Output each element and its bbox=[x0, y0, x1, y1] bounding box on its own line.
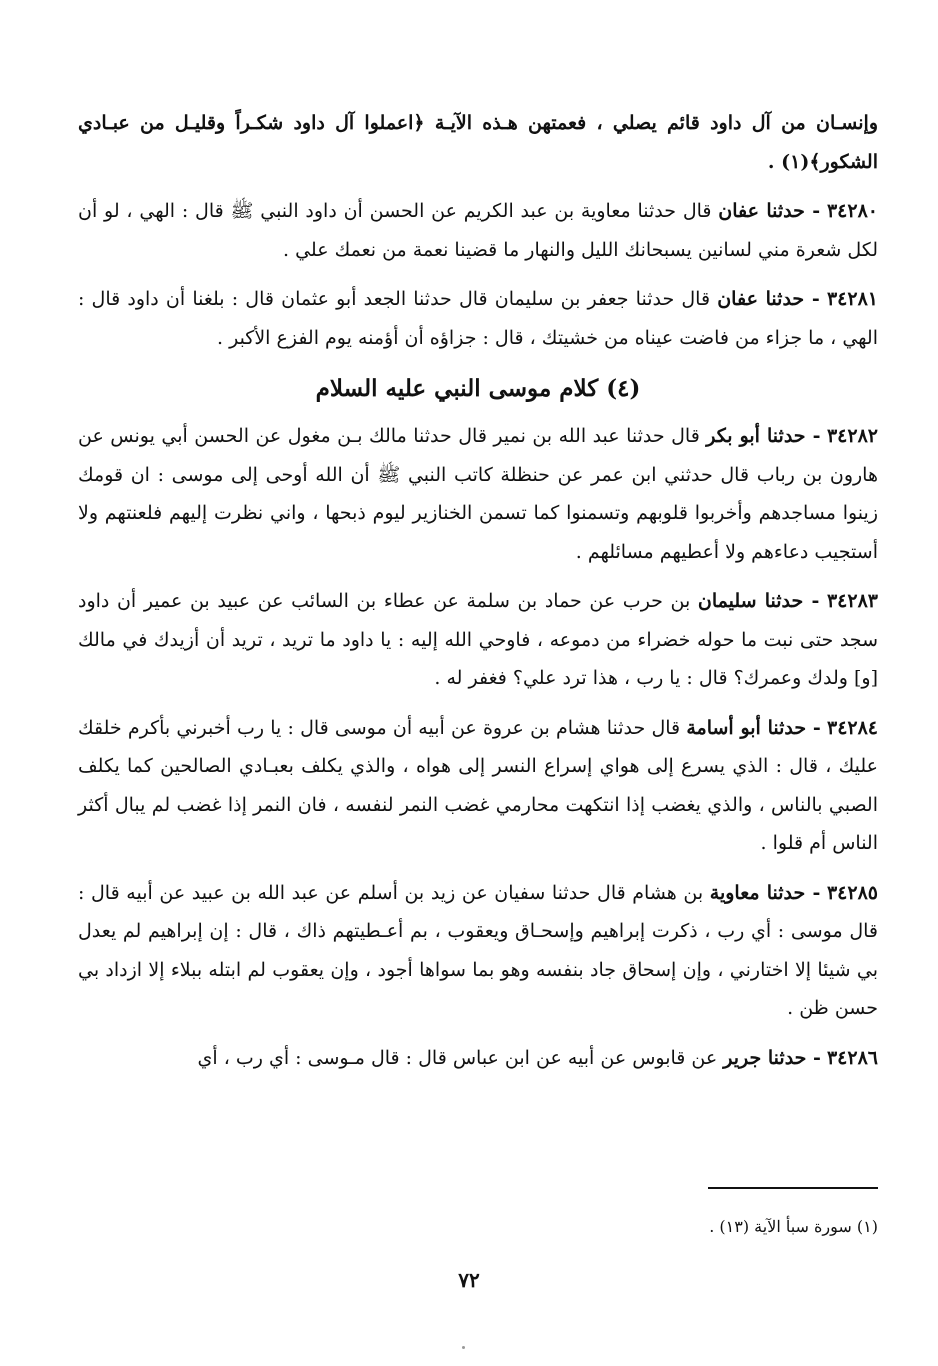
hadith-paragraph bbox=[78, 280, 878, 357]
hadith-paragraph bbox=[78, 582, 878, 698]
hadith-paragraph bbox=[78, 709, 878, 863]
hadith-text: قال حدثنا معاوية بن عبد الكريم عن الحسن أن داود النبي ﷺ قال : الهي ، لو أن لكل شعرة مني لسانين يسبحانك الليل والنهار ما قضينا نعمة من نعمك علي . bbox=[78, 200, 878, 261]
hadith-text: بن حرب عن حماد بن سلمة عن عطاء بن السائب عن عبيد بن عمير أن داود سجد حتى نبت ما حوله خضراء من دموعه ، فاوحي الله إليه : يا داود ما تريد ، تريد أن أزيدك في مالك [و] ولدك وعمرك؟ قال : يا رب ، هذا ترد علي؟ فغفر له . bbox=[78, 590, 878, 689]
hadith-text: قال حدثنا جعفر بن سليمان قال حدثنا الجعد أبو عثمان قال : بلغنا أن داود قال : الهي ، ما جزاء من فاضت عيناه من خشيتك ، قال : جزاؤه أن أؤمنه يوم الفزع الأكبر . bbox=[78, 288, 878, 349]
main-text bbox=[78, 104, 878, 1077]
hadith-number: ٣٤٢٨٢ bbox=[826, 425, 878, 447]
paragraph-continuation bbox=[78, 104, 878, 181]
hadith-text: قال حدثنا هشام بن عروة عن أبيه أن موسى قال : يا رب أخبرني بأكرم خلقك عليك ، قال : الذي يسرع إلى هواي إسراع النسر إلى هواه ، والذي يكلف بعبـادي الصالحين كما يكلف الصبي بالناس ، والذي يغضب إذا انتكهت محارمي غضب النمر لنفسه ، فان النمر إذا غضب لم يبال أكثر الناس أم قلوا . bbox=[78, 716, 878, 854]
hadith-number: ٣٤٢٨٠ bbox=[826, 200, 878, 222]
hadith-text: قال حدثنا عبد الله بن نمير قال حدثنا مالك بـن مغول عن الحسن أبي يونس عن هارون بن رباب قال حدثني ابن عمر عن حنظلة كاتب النبي ﷺ أن الله أوحى إلى موسى : ان قومك زينوا مساجدهم وأخربوا قلوبهم وتسمنوا كما تسمن الخنازير ليوم ذبحها ، واني نظرت إليهم فلعنتهم ولا أستجيب دعاءهم ولا أعطيهم مسائلهم . bbox=[78, 425, 878, 563]
footnote-divider bbox=[708, 1187, 878, 1189]
hadith-lead: - حدثنا عفان bbox=[717, 288, 820, 310]
hadith-text: عن قابوس عن أبيه عن ابن عباس قال : قال مـوسى : أي رب ، أي bbox=[197, 1046, 724, 1069]
hadith-lead: - حدثنا أبو بكر bbox=[706, 425, 821, 447]
hadith-paragraph bbox=[78, 192, 878, 269]
hadith-lead: - حدثنا أبو أسامة bbox=[686, 716, 821, 739]
hadith-paragraph bbox=[78, 874, 878, 1028]
hadith-paragraph bbox=[78, 1039, 878, 1078]
hadith-number: ٣٤٢٨٤ bbox=[826, 716, 879, 739]
hadith-lead: - حدثنا سليمان bbox=[697, 590, 820, 612]
footnote: (١) سورة سبأ الآية (١٣) . bbox=[709, 1217, 878, 1236]
hadith-number: ٣٤٢٨١ bbox=[826, 288, 878, 310]
hadith-lead: - حدثنا معاوية bbox=[709, 881, 821, 904]
hadith-lead: - حدثنا عفان bbox=[718, 200, 821, 222]
hadith-lead: - حدثنا جرير bbox=[723, 1046, 821, 1069]
hadith-text: بن هشام قال حدثنا سفيان عن زيد بن أسلم عن عبد الله بن عبيد عن أبيه قال : قال موسى : أي رب ، ذكرت إبراهيم وإسحـاق ويعقوب ، بم أعـطيتهم ذاك ، قال : إن إبراهيم لم يعدل بي شيئا إلا اختارني ، وإن إسحاق جاد بنفسه وهو بما سواها أجود ، وإن يعقوب لم ابتله ببلاء إلا ازداد بي حسن ظن . bbox=[78, 881, 878, 1019]
hadith-number: ٣٤٢٨٦ bbox=[826, 1046, 878, 1069]
paragraph-text: وإنسـان من آل داود قائم يصلي ، فعمتهن هـذه الآيـة ﴿اعملوا آل داود شكـراً وقليـل من عبـادي الشكور﴾(١) . bbox=[78, 112, 878, 173]
scan-speck bbox=[462, 1346, 465, 1349]
hadith-number: ٣٤٢٨٣ bbox=[826, 590, 878, 612]
section-heading: (٤) كلام موسى النبي عليه السلام bbox=[315, 375, 641, 402]
hadith-number: ٣٤٢٨٥ bbox=[826, 881, 878, 904]
hadith-paragraph bbox=[78, 417, 878, 571]
page-number: ٧٢ bbox=[458, 1268, 480, 1292]
